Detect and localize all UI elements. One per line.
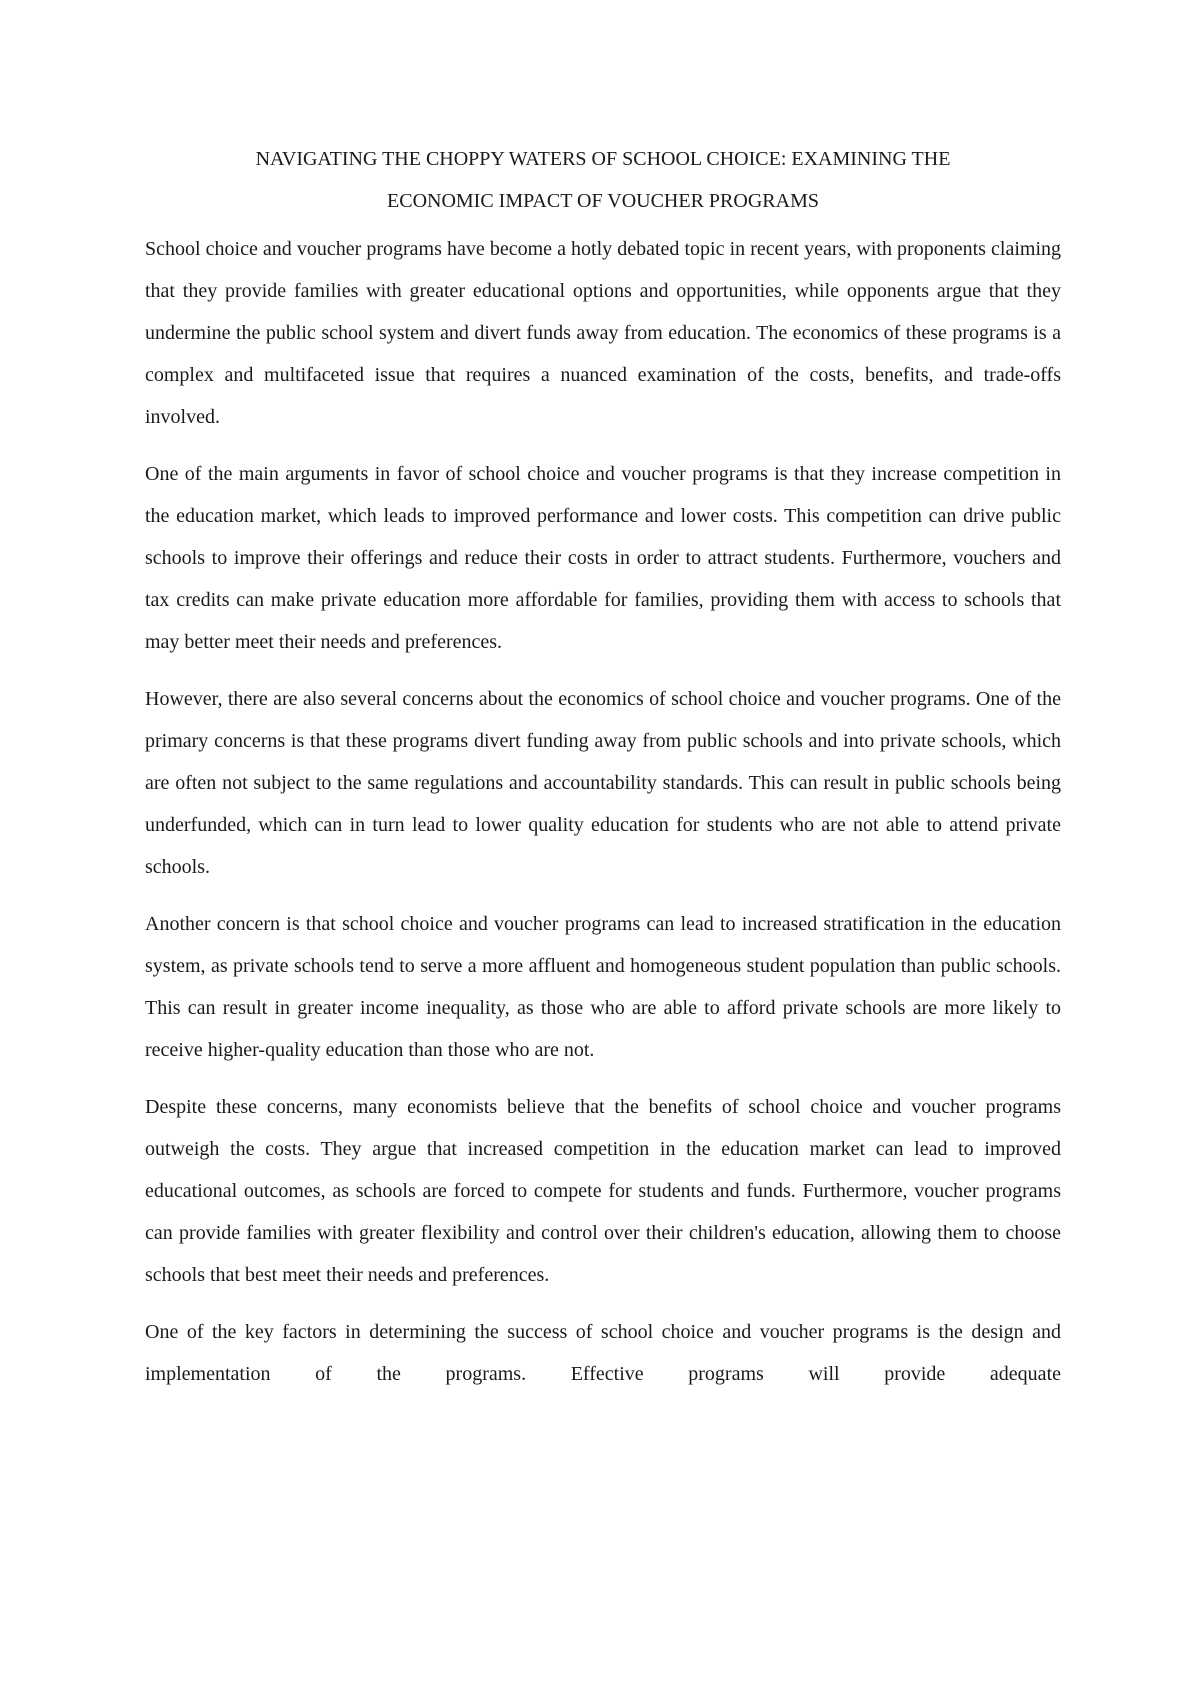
paragraph-4: Another concern is that school choice and voucher programs can lead to increased stratification in the education system, as private schools tend to serve a more affluent and homogeneous student population than public schools. This can result in greater income inequality, as those who are able to afford private schools are more likely to receive higher-quality education than those who are not. <box>145 913 1061 1061</box>
paragraph-2: One of the main arguments in favor of school choice and voucher programs is that they increase competition in the education market, which leads to improved performance and lower costs. This competition can drive public schools to improve their offerings and reduce their costs in order to attract students. Furthermore, vouchers and tax credits can make private education more affordable for families, providing them with access to schools that may better meet their needs and preferences. <box>145 463 1061 653</box>
document-body <box>145 138 1061 1410</box>
paragraph-3: However, there are also several concerns about the economics of school choice and voucher programs. One of the primary concerns is that these programs divert funding away from public schools and into private schools, which are often not subject to the same regulations and accountability standards. This can result in public schools being underfunded, which can in turn lead to lower quality education for students who are not able to attend private schools. <box>145 688 1061 878</box>
title-line-1: NAVIGATING THE CHOPPY WATERS OF SCHOOL CHOICE: EXAMINING THE <box>255 148 951 170</box>
document-title <box>145 138 1061 222</box>
title-line-2: ECONOMIC IMPACT OF VOUCHER PROGRAMS <box>387 190 819 212</box>
paragraph-6: One of the key factors in determining the success of school choice and voucher programs is the design and implementation of the programs. Effective programs will provide adequate <box>145 1321 1061 1385</box>
paragraph-1: School choice and voucher programs have become a hotly debated topic in recent years, with proponents claiming that they provide families with greater educational options and opportunities, while opponents argue that they undermine the public school system and divert funds away from education. The economics of these programs is a complex and multifaceted issue that requires a nuanced examination of the costs, benefits, and trade-offs involved. <box>145 238 1061 428</box>
paragraph-5: Despite these concerns, many economists believe that the benefits of school choice and voucher programs outweigh the costs. They argue that increased competition in the education market can lead to improved educational outcomes, as schools are forced to compete for students and funds. Furthermore, voucher programs can provide families with greater flexibility and control over their children's education, allowing them to choose schools that best meet their needs and preferences. <box>145 1096 1061 1286</box>
